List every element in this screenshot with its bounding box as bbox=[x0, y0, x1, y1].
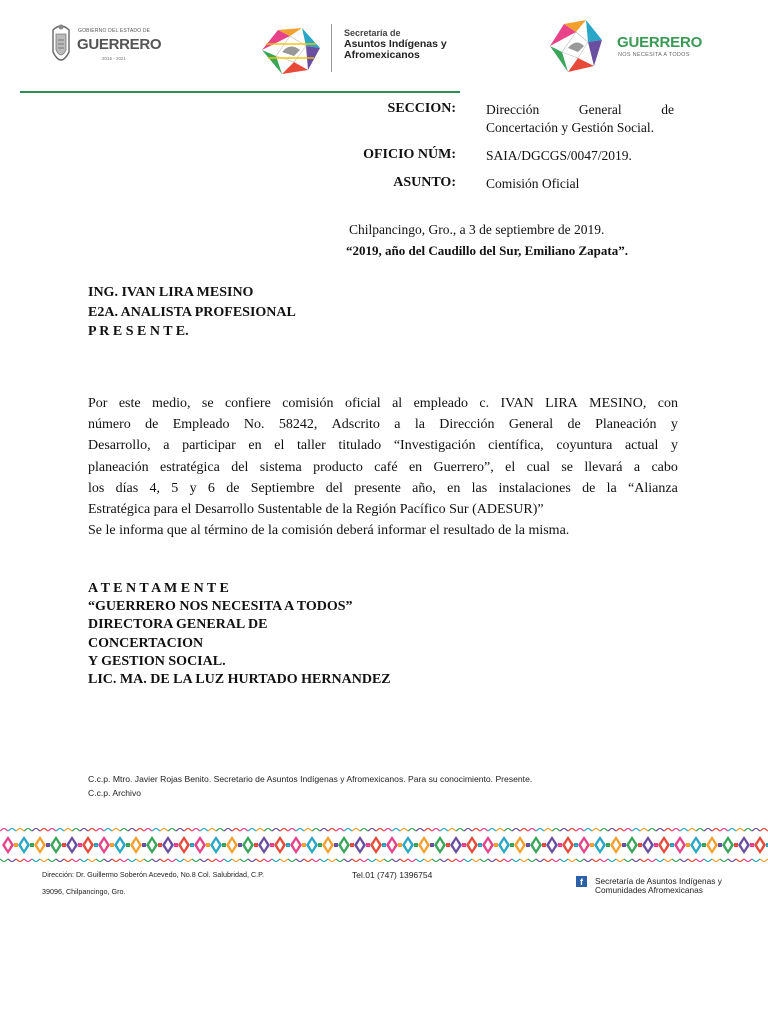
secretaria-line-3: Afromexicanos bbox=[344, 49, 420, 61]
body-word: No. bbox=[243, 417, 265, 433]
body-word: de bbox=[145, 417, 159, 433]
footer-address bbox=[42, 866, 264, 900]
body-word: y bbox=[671, 438, 678, 454]
body-word: café bbox=[374, 459, 398, 475]
body-word: el bbox=[274, 438, 285, 454]
body-word: 5 bbox=[171, 480, 179, 496]
body-word: científica, bbox=[488, 438, 544, 454]
body-word: del bbox=[231, 459, 249, 475]
body-word: comisión bbox=[282, 396, 334, 411]
seccion-word-2: General bbox=[578, 102, 622, 117]
woven-emblem-icon bbox=[256, 22, 326, 78]
body-word: “Investigación bbox=[393, 438, 476, 454]
body-word: al bbox=[392, 396, 403, 411]
body-word: c. bbox=[479, 396, 490, 411]
body-word: General bbox=[508, 417, 554, 433]
ccp-line: C.c.p. Archivo bbox=[88, 788, 142, 798]
addressee-block bbox=[88, 283, 296, 342]
body-word: Desarrollo, bbox=[88, 438, 151, 454]
body-word: Dirección bbox=[439, 417, 495, 433]
body-word: actual bbox=[624, 438, 659, 454]
body-word: en bbox=[408, 459, 423, 475]
body-word: 58242, bbox=[278, 417, 318, 433]
body-word: Guerrero”, bbox=[433, 459, 494, 475]
body-word: 6 bbox=[207, 480, 215, 496]
year-motto: “2019, año del Caudillo del Sur, Emiliano Zapata”. bbox=[346, 243, 628, 258]
embroidery-pattern-band bbox=[0, 828, 768, 862]
body-word: confiere bbox=[224, 396, 271, 411]
oficio-value: SAIA/DGCGS/0047/2019. bbox=[486, 148, 632, 163]
body-word: planeación bbox=[88, 459, 149, 475]
addressee-presente: P R E S E N T E. bbox=[88, 324, 189, 339]
signature-block bbox=[88, 580, 391, 689]
atentamente: A T E N T A M E N T E bbox=[88, 581, 229, 596]
body-closing-line: Se le informa que al término de la comisión deberá informar el resultado de la misma. bbox=[88, 523, 570, 539]
signer-title-line-3: Y GESTION SOCIAL. bbox=[88, 653, 226, 669]
state-tagline: NOS NECESITA A TODOS bbox=[618, 52, 690, 58]
body-word: Adscrito bbox=[331, 417, 380, 433]
body-word: días bbox=[115, 480, 139, 496]
body-word: MESINO, bbox=[589, 396, 647, 411]
body-line bbox=[88, 478, 678, 499]
secretaria-line-2: Asuntos Indígenas y bbox=[344, 38, 447, 50]
body-word: llevará bbox=[584, 459, 623, 475]
seccion-value-line-2: Concertación y Gestión Social. bbox=[486, 120, 654, 135]
body-word: se bbox=[561, 459, 574, 475]
body-line bbox=[88, 435, 678, 456]
body-word: año, bbox=[412, 480, 436, 496]
body-word: cabo bbox=[651, 459, 678, 475]
seccion-word-1: Dirección bbox=[486, 102, 540, 117]
guerrero-government-logo bbox=[50, 22, 162, 72]
logo-divider bbox=[331, 24, 332, 72]
oficio-label: OFICIO NÚM: bbox=[363, 147, 456, 162]
body-word: Septiembre bbox=[250, 480, 315, 496]
body-word: número bbox=[88, 417, 131, 433]
footer-phone: Tel.01 (747) 1396754 bbox=[352, 870, 433, 880]
body-word: titulado bbox=[338, 438, 382, 454]
administration-years: 2015 - 2021 bbox=[102, 56, 127, 61]
addressee-position: E2A. ANALISTA PROFESIONAL bbox=[88, 304, 296, 320]
body-line bbox=[88, 393, 678, 414]
body-word: los bbox=[88, 480, 105, 496]
place-and-date: Chilpancingo, Gro., a 3 de septiembre de 2019. bbox=[349, 222, 605, 237]
fb-line-2: Comunidades Afromexicanas bbox=[595, 884, 703, 895]
state-shield-icon bbox=[50, 22, 72, 70]
body-word: las bbox=[471, 480, 488, 496]
body-word: taller bbox=[296, 438, 326, 454]
body-word: de bbox=[567, 417, 581, 433]
body-word: producto bbox=[313, 459, 363, 475]
state-name: GUERRERO bbox=[77, 36, 162, 53]
body-word: cual bbox=[526, 459, 550, 475]
asunto-value: Comisión Oficial bbox=[486, 176, 580, 191]
body-word: y bbox=[670, 417, 678, 433]
fb-line-1: Secretaría de Asuntos Indígenas y bbox=[595, 876, 722, 886]
address-line-1: Dirección: Dr. Guillermo Soberón Acevedo, No.8 Col. Salubridad, C.P. bbox=[42, 870, 264, 879]
body-word: a bbox=[633, 459, 641, 475]
signer-name: LIC. MA. DE LA LUZ HURTADO HERNANDEZ bbox=[88, 672, 391, 688]
facebook-icon: f bbox=[576, 876, 587, 887]
letter-body bbox=[88, 393, 678, 541]
body-word: a bbox=[394, 417, 401, 433]
signer-title-line-1: DIRECTORA GENERAL DE bbox=[88, 617, 268, 633]
body-word: participar bbox=[182, 438, 236, 454]
body-word: IVAN bbox=[500, 396, 534, 411]
body-word: coyuntura bbox=[556, 438, 613, 454]
signature-motto: “GUERRERO NOS NECESITA A TODOS” bbox=[88, 599, 353, 615]
addressee-name: ING. IVAN LIRA MESINO bbox=[88, 285, 254, 300]
body-word: del bbox=[325, 480, 343, 496]
body-word: oficial bbox=[344, 396, 381, 411]
body-word: empleado bbox=[413, 396, 469, 411]
secretaria-logo bbox=[256, 22, 456, 78]
government-label: GOBIERNO DEL ESTADO DE bbox=[78, 28, 151, 34]
body-word: el bbox=[505, 459, 516, 475]
body-word: se bbox=[201, 396, 214, 411]
body-word: a bbox=[163, 438, 170, 454]
body-word: en bbox=[447, 480, 461, 496]
body-line bbox=[88, 414, 678, 435]
seccion-label: SECCION: bbox=[387, 101, 456, 116]
address-line-2: 39096, Chilpancingo, Gro. bbox=[42, 887, 126, 896]
body-word: de bbox=[582, 480, 596, 496]
body-word: la bbox=[414, 417, 425, 433]
body-word: “Alianza bbox=[628, 480, 678, 496]
body-word: Planeación bbox=[595, 417, 657, 433]
body-word: instalaciones bbox=[498, 480, 571, 496]
header-divider bbox=[20, 91, 460, 93]
state-name: GUERRERO bbox=[617, 34, 703, 51]
body-word: presente bbox=[354, 480, 401, 496]
body-word: en bbox=[248, 438, 262, 454]
body-word: Empleado bbox=[172, 417, 230, 433]
body-word: con bbox=[657, 396, 678, 411]
body-word: de bbox=[226, 480, 240, 496]
asunto-label: ASUNTO: bbox=[393, 175, 456, 190]
facebook-page-name bbox=[595, 877, 722, 894]
signer-title-line-2: CONCERTACION bbox=[88, 635, 204, 651]
ccp-line: C.c.p. Mtro. Javier Rojas Benito. Secretario de Asuntos Indígenas y Afromexicanos. Para su conocimiento. Presente. bbox=[88, 774, 533, 784]
body-word: este bbox=[118, 396, 141, 411]
body-line: Estratégica para el Desarrollo Sustentable de la Región Pacífico Sur (ADESUR)” bbox=[88, 502, 544, 518]
body-word: la bbox=[606, 480, 617, 496]
carbon-copy-block bbox=[88, 772, 532, 800]
seccion-value bbox=[486, 101, 674, 137]
body-word: medio, bbox=[152, 396, 191, 411]
body-line bbox=[88, 457, 678, 478]
body-word: estratégica bbox=[160, 459, 220, 475]
body-word: Por bbox=[88, 396, 108, 411]
secretaria-line-1: Secretaría de bbox=[344, 28, 401, 38]
woven-emblem-icon bbox=[544, 16, 606, 76]
body-word: 4, bbox=[149, 480, 160, 496]
body-word: LIRA bbox=[545, 396, 578, 411]
secretaria-name bbox=[344, 28, 447, 61]
guerrero-nos-necesita-logo bbox=[544, 16, 714, 76]
body-word: sistema bbox=[259, 459, 302, 475]
body-word: y bbox=[189, 480, 197, 496]
seccion-word-3: de bbox=[661, 102, 674, 117]
seccion-value-line-1 bbox=[486, 101, 674, 119]
